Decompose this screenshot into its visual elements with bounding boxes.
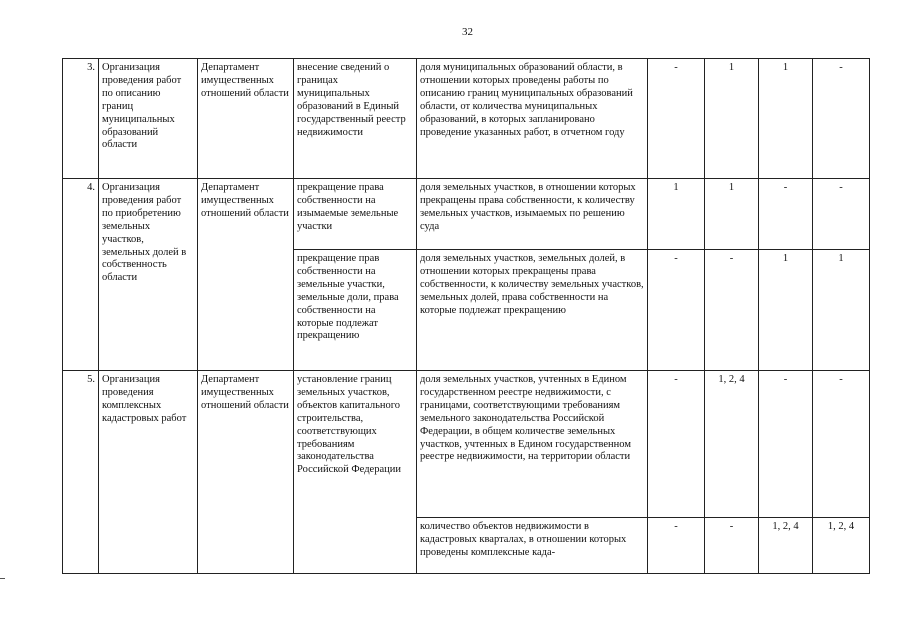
indicator-value: - — [705, 250, 759, 371]
indicator-value: 1 — [705, 179, 759, 250]
indicator-value: 1, 2, 4 — [759, 518, 813, 574]
responsible-department: Департамент имущественных отношений области — [198, 371, 294, 574]
responsible-department: Департамент имущественных отношений области — [198, 179, 294, 371]
indicator-value: - — [648, 59, 705, 179]
indicator-value: 1 — [813, 250, 870, 371]
indicator-value: - — [648, 371, 705, 518]
indicator-value: 1 — [705, 59, 759, 179]
indicator-value: - — [759, 179, 813, 250]
activity-name: Организация проведения комплексных кадастровых работ — [99, 371, 198, 574]
responsible-department: Департамент имущественных отношений области — [198, 59, 294, 179]
table-row — [63, 371, 870, 518]
indicator-text: количество объектов недвижимости в кадастровых кварталах, в отношении которых проведены комплексные када- — [417, 518, 648, 574]
indicator-value: 1 — [648, 179, 705, 250]
indicator-text: доля земельных участков, земельных долей, в отношении которых прекращены права собственности, к количеству земельных участков, земельных долей, права собственности на которые подлежат прекращению — [417, 250, 648, 371]
table-row — [63, 59, 870, 179]
activity-name: Организация проведения работ по приобретению земельных участков, земельных долей в собственность области — [99, 179, 198, 371]
page-number: 32 — [462, 26, 473, 38]
activity-name: Организация проведения работ по описанию границ муниципальных образований области — [99, 59, 198, 179]
indicator-value: - — [648, 518, 705, 574]
row-number: 4. — [63, 179, 99, 371]
expected-result: внесение сведений о границах муниципальных образований в Единый государственный реестр недвижимости — [294, 59, 417, 179]
expected-result: установление границ земельных участков, объектов капитального строительства, соответствующих требованиям законодательства Российской Федерации — [294, 371, 417, 574]
expected-result: прекращение прав собственности на земельные участки, земельные доли, права собственности на которые подлежат прекращению — [294, 250, 417, 371]
program-table — [62, 58, 870, 574]
indicator-text: доля муниципальных образований области, в отношении которых проведены работы по описанию границ муниципальных образований области, от количества муниципальных образований, в которых запланировано проведение указанных работ, в отчетном году — [417, 59, 648, 179]
indicator-text: доля земельных участков, в отношении которых прекращены права собственности, к количеству земельных участков, изымаемых по решению суда — [417, 179, 648, 250]
expected-result: прекращение права собственности на изымаемые земельные участки — [294, 179, 417, 250]
indicator-value: 1 — [759, 250, 813, 371]
scan-edge-mark — [0, 578, 5, 579]
indicator-value: 1 — [759, 59, 813, 179]
indicator-value: - — [759, 371, 813, 518]
row-number: 3. — [63, 59, 99, 179]
indicator-value: 1, 2, 4 — [813, 518, 870, 574]
indicator-value: - — [813, 179, 870, 250]
indicator-text: доля земельных участков, учтенных в Едином государственном реестре недвижимости, с границами, соответствующими требованиям земельного законодательства Российской Федерации, в общем количестве земельных участков, учтенных в Едином государственном реестре недвижимости, на территории области — [417, 371, 648, 518]
indicator-value: - — [705, 518, 759, 574]
indicator-value: 1, 2, 4 — [705, 371, 759, 518]
indicator-value: - — [813, 59, 870, 179]
table-row — [63, 179, 870, 250]
indicator-value: - — [813, 371, 870, 518]
row-number: 5. — [63, 371, 99, 574]
indicator-value: - — [648, 250, 705, 371]
